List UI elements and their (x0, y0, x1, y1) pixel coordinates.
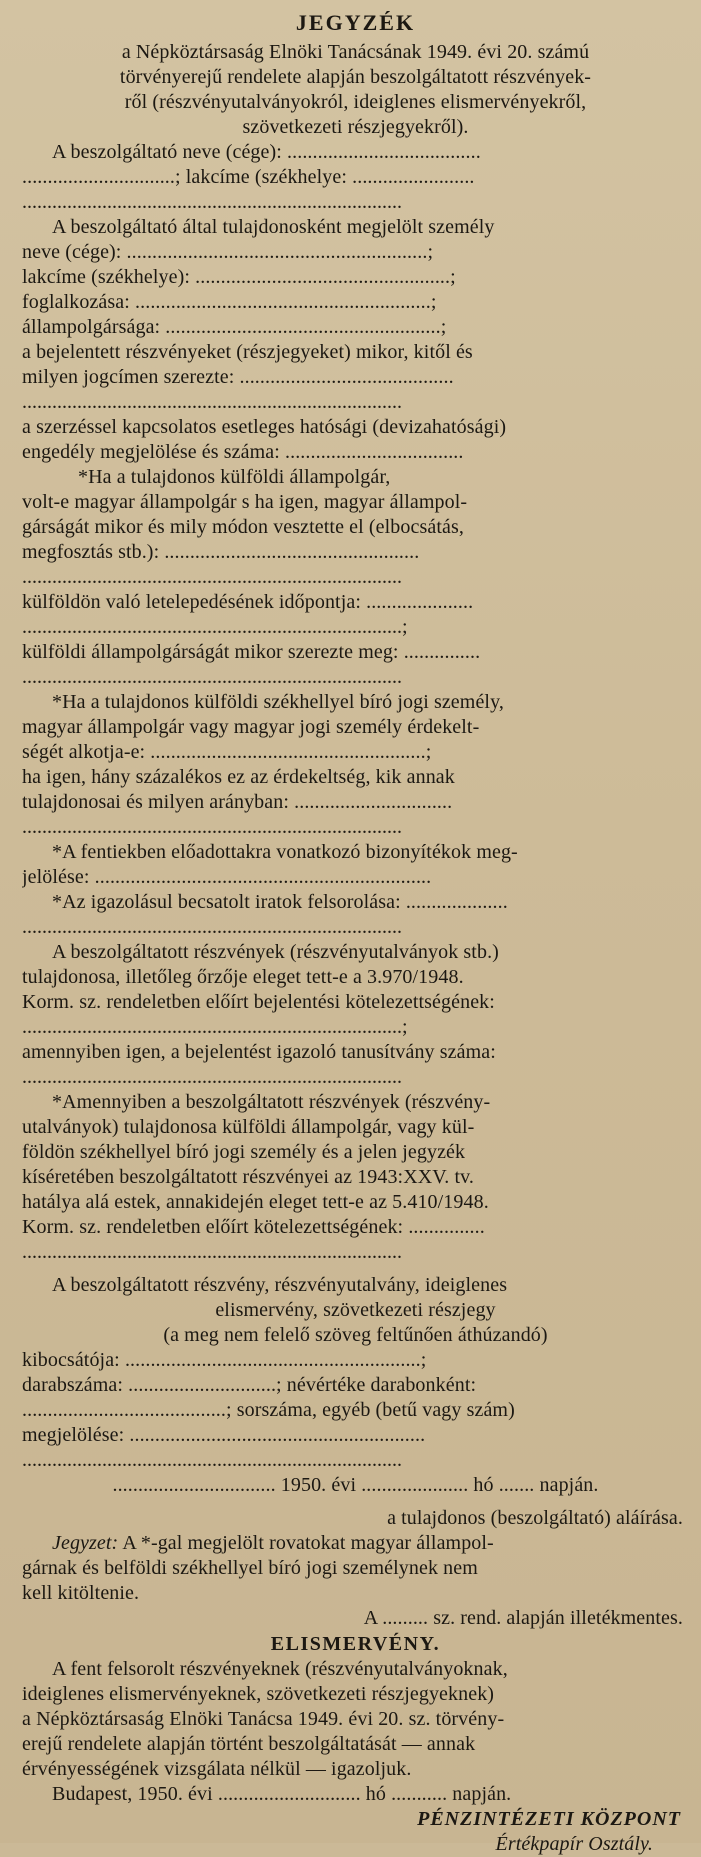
dotted-line: ............................................................................ (22, 1066, 402, 1088)
foreign-entity-field: ségét alkotja-e: ......................................................; (22, 741, 432, 763)
declaration-line: tulajdonosa, illetőleg őrzője eleget tett-e a 3.970/1948. (22, 966, 464, 988)
signature-label: a tulajdonos (beszolgáltató) aláírása. (387, 1507, 683, 1529)
header-line: ről (részvényutalványokról, ideiglenes elismervényekről, (124, 91, 587, 113)
foreign-obligation-line: utalványok) tulajdonosa külföldi állampolgár, vagy kül- (22, 1116, 475, 1138)
receipt-title: ELISMERVÉNY. (270, 1633, 441, 1655)
header-line: törvényerejű rendelete alapján beszolgáltatott részvények- (119, 66, 592, 88)
dotted-line: ............................................................................; (22, 1016, 408, 1038)
receipt-line: erejű rendelete alapján történt beszolgáltatását — annak (22, 1733, 476, 1755)
permit-field: engedély megjelölése és száma: ................................... (22, 441, 464, 463)
dotted-line: ............................................................................ (22, 1449, 402, 1471)
receipt-line: a Népköztársaság Elnöki Tanácsa 1949. évi 20. sz. törvény- (22, 1708, 505, 1730)
supplier-address-field: ..............................; lakcíme (székhelye: ........................ (22, 166, 475, 188)
dotted-line: ............................................................................ (22, 566, 402, 588)
receipt-line: érvényességének vizsgálata nélkül — igazoljuk. (22, 1758, 412, 1780)
quantity-field: darabszáma: .............................; névértéke darabonként: (22, 1374, 477, 1396)
note-text: gárnak és belföldi székhellyel bíró jogi személynek nem (22, 1557, 478, 1579)
issuer-name: PÉNZINTÉZETI KÖZPONT (417, 1808, 681, 1830)
supplier-section (22, 140, 689, 215)
receipt-line: ideiglenes elismervényeknek, szövetkezeti részjegyeknek) (22, 1683, 495, 1705)
foreign-obligation-line: hatálya alá estek, annakidején eleget tett-e az 5.410/1948. (22, 1191, 489, 1213)
acquisition-field: milyen jogcímen szerezte: .......................................... (22, 366, 454, 388)
dotted-line: ............................................................................ (22, 391, 402, 413)
dotted-line: ............................................................................ (22, 1241, 402, 1263)
declaration-section (22, 940, 689, 1090)
supplier-name-field: A beszolgáltató neve (cége): ...................................... (52, 141, 481, 163)
foreign-obligation-section (22, 1090, 689, 1265)
owner-address-field: lakcíme (székhelye): ..................................................; (22, 266, 456, 288)
former-citizen-field: megfosztás stb.): .................................................. (22, 541, 420, 563)
interest-line: ha igen, hány százalékos ez az érdekeltség, kik annak (22, 766, 455, 788)
foreign-obligation-line: kíséretében beszolgáltatott részvényei az 1943:XXV. tv. (22, 1166, 475, 1188)
foreign-entity-line: magyar állampolgár vagy magyar jogi személy érdekelt- (22, 716, 480, 738)
owner-citizenship-field: állampolgársága: ......................................................; (22, 316, 447, 338)
owner-occupation-field: foglalkozása: ..........................................................; (22, 291, 437, 313)
fee-exemption-line: A ......... sz. rend. alapján illetékmentes. (363, 1607, 683, 1629)
securities-heading: elismervény, szövetkezeti részjegy (215, 1299, 496, 1321)
securities-heading: A beszolgáltatott részvény, részvényutalvány, ideiglenes (52, 1274, 508, 1296)
attachments-field: *Az igazolásul becsatolt iratok felsorolása: .................... (52, 891, 508, 913)
foreign-citizen-heading: *Ha a tulajdonos külföldi állampolgár, (78, 466, 391, 488)
spacer (22, 1498, 689, 1506)
note-text: kell kitöltenie. (22, 1582, 140, 1604)
evidence-section (22, 840, 689, 940)
dotted-line: ............................................................................ (22, 191, 402, 213)
date-line: ................................ 1950. évi ..................... hó ....... napján. (112, 1474, 599, 1496)
designation-field: megjelölése: .......................................................... (22, 1424, 426, 1446)
foreign-obligation-line: *Amennyiben a beszolgáltatott részvények (részvény- (52, 1091, 491, 1113)
evidence-line: *A fentiekben előadottakra vonatkozó bizonyítékok meg- (52, 841, 518, 863)
acquisition-line: a bejelentett részvényeket (részjegyeket) mikor, kitől és (22, 341, 473, 363)
dotted-line: ............................................................................; (22, 616, 408, 638)
declaration-line: A beszolgáltatott részvények (részvényutalványok stb.) (52, 941, 499, 963)
strike-through-note: (a meg nem felelő szöveg feltűnően áthúzandó) (163, 1324, 548, 1346)
foreign-citizen-section (22, 465, 689, 690)
note-block (22, 1531, 689, 1606)
securities-section (22, 1273, 689, 1473)
header-line: a Népköztársaság Elnöki Tanácsának 1949. évi 20. számú (121, 41, 590, 63)
former-citizen-line: volt-e magyar állampolgár s ha igen, magyar állampol- (22, 491, 468, 513)
owner-heading: A beszolgáltató által tulajdonosként megjelölt személy (52, 216, 495, 238)
foreign-citizenship-date-field: külföldi állampolgárságát mikor szerezte meg: ............... (22, 641, 481, 663)
header-line: szövetkezeti részjegyekről). (242, 116, 469, 138)
evidence-field: jelölése: .................................................................. (22, 866, 432, 888)
foreign-obligation-line: földön székhellyel bíró jogi személy és a jelen jegyzék (22, 1141, 466, 1163)
certificate-number-line: amennyiben igen, a bejelentést igazoló tanusítvány száma: (22, 1041, 496, 1063)
foreign-entity-heading: *Ha a tulajdonos külföldi székhellyel bíró jogi személy, (52, 691, 504, 713)
receipt-section (22, 1631, 689, 1857)
receipt-line: A fent felsorolt részvényeknek (részvényutalványoknak, (52, 1658, 508, 1680)
dotted-line: ............................................................................ (22, 666, 402, 688)
spacer (22, 1265, 689, 1273)
header-block (22, 40, 689, 140)
owner-name-field: neve (cége): ...........................................................; (22, 241, 434, 263)
owner-section (22, 215, 689, 465)
serial-number-field: ........................................; sorszáma, egyéb (betű vagy szám) (22, 1399, 515, 1421)
receipt-date-line: Budapest, 1950. évi ............................ hó ........... napján. (52, 1783, 512, 1805)
former-citizen-line: gárságát mikor és mily módon vesztette el (elbocsátás, (22, 516, 464, 538)
note-text: A *-gal megjelölt rovatokat magyar állampol- (122, 1532, 494, 1554)
foreign-obligation-field: Korm. sz. rendeletben előírt kötelezettségének: ............... (22, 1216, 485, 1238)
dotted-line: ............................................................................ (22, 816, 402, 838)
interest-field: tulajdonosai és milyen arányban: ............................... (22, 791, 453, 813)
settlement-date-field: külföldön való letelepedésének időpontja: ..................... (22, 591, 474, 613)
permit-line: a szerzéssel kapcsolatos esetleges hatósági (devizahatósági) (22, 416, 507, 438)
declaration-line: Korm. sz. rendeletben előírt bejelentési kötelezettségének: (22, 991, 495, 1013)
issuer-department: Értékpapír Osztály. (495, 1833, 653, 1855)
note-label: Jegyzet: (52, 1532, 119, 1554)
issuer-field: kibocsátója: ..........................................................; (22, 1349, 427, 1371)
document-title: JEGYZÉK (295, 10, 416, 35)
dotted-line: ............................................................................ (22, 916, 402, 938)
foreign-entity-section (22, 690, 689, 840)
